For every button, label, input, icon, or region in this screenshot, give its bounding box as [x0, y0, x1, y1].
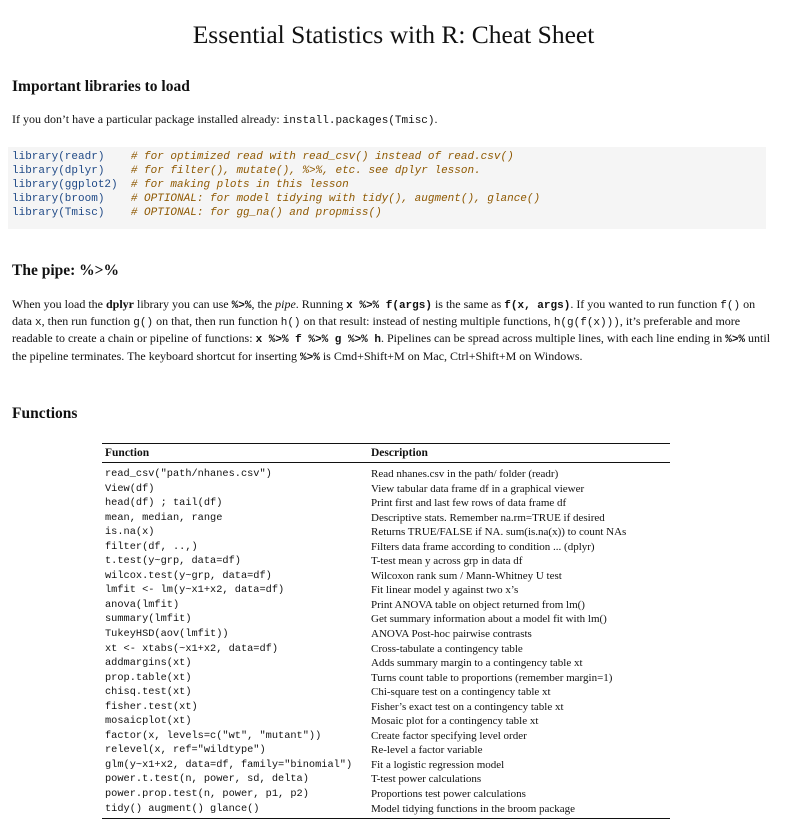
code-line [12, 193, 540, 206]
code-line [12, 207, 382, 220]
pipe-heading: The pipe: %>% [12, 262, 120, 279]
function-cell: summary(lmfit) [105, 613, 192, 626]
pipe-term: pipe [275, 297, 296, 311]
description-cell: Descriptive stats. Remember na.rm=TRUE if desired [371, 511, 605, 524]
code-inline: f(x, args) [504, 300, 571, 312]
description-cell: Re-level a factor variable [371, 744, 483, 757]
table-row [102, 642, 670, 657]
intro-end: . [434, 112, 438, 126]
table-row [102, 787, 670, 802]
function-cell: power.prop.test(n, power, p1, p2) [105, 788, 309, 801]
code-comment: # for making plots in this lesson [130, 179, 349, 191]
install-command: install.packages(Tmisc) [282, 115, 435, 127]
description-cell: Returns TRUE/FALSE if NA. sum(is.na(x)) to count NAs [371, 526, 627, 539]
description-cell: Filters data frame according to condition ... (dplyr) [371, 540, 595, 553]
table-row [102, 714, 670, 729]
libraries-heading: Important libraries to load [12, 78, 190, 95]
function-cell: filter(df, ..,) [105, 540, 198, 553]
code-inline: g() [133, 317, 154, 330]
function-cell: anova(lmfit) [105, 598, 180, 611]
function-cell: wilcox.test(y~grp, data=df) [105, 569, 272, 582]
table-row [102, 482, 670, 497]
table-row [102, 569, 670, 584]
text: . Pipelines can be spread across multiple lines, with each line ending in [380, 331, 726, 346]
table-row [102, 772, 670, 787]
pipe-paragraph [12, 297, 775, 366]
code-comment: # OPTIONAL: for gg_na() and propmiss() [130, 207, 382, 219]
description-cell: Adds summary margin to a contingency table xt [371, 657, 583, 670]
table-row [102, 802, 670, 819]
page-title: Essential Statistics with R: Cheat Sheet [192, 20, 595, 49]
table-row [102, 525, 670, 540]
function-cell: addmargins(xt) [105, 657, 192, 670]
dplyr-term: dplyr [105, 297, 134, 311]
code-library-call: library(ggplot2) [12, 179, 118, 191]
description-cell: Wilcoxon rank sum / Mann-Whitney U test [371, 569, 562, 582]
description-cell: Turns count table to proportions (remember margin=1) [371, 671, 613, 684]
code-line [12, 151, 514, 164]
description-cell: Chi-square test on a contingency table xt [371, 686, 551, 699]
code-comment: # for filter(), mutate(), %>%, etc. see dplyr lesson. [130, 165, 481, 177]
table-row [102, 554, 670, 569]
function-cell: mean, median, range [105, 511, 223, 524]
code-comment: # OPTIONAL: for model tidying with tidy(), augment(), glance() [130, 193, 541, 205]
description-cell: Mosaic plot for a contingency table xt [371, 715, 539, 728]
description-cell: Cross-tabulate a contingency table [371, 642, 523, 655]
function-cell: head(df) ; tail(df) [105, 497, 223, 510]
table-row [102, 583, 670, 598]
description-cell: T-test power calculations [371, 773, 482, 786]
description-cell: Fisher’s exact test on a contingency table xt [371, 700, 564, 713]
table-row [102, 685, 670, 700]
table-row [102, 627, 670, 642]
functions-heading: Functions [12, 405, 78, 422]
functions-table [102, 443, 670, 819]
text: When you load the [12, 297, 106, 311]
code-inline: %>% [300, 351, 320, 364]
description-cell: View tabular data frame df in a graphical viewer [371, 482, 585, 495]
text: until the pipeline terminates. The keyboard shortcut for inserting [12, 331, 771, 363]
code-inline: h() [280, 317, 301, 330]
code-inline: x %>% f(args) [346, 300, 432, 312]
code-inline: x [35, 317, 42, 330]
function-cell: glm(y~x1+x2, data=df, family="binomial") [105, 758, 353, 771]
column-header-function: Function [102, 444, 368, 463]
libraries-intro [12, 112, 775, 129]
description-cell: Fit linear model y against two x’s [371, 584, 519, 597]
function-cell: mosaicplot(xt) [105, 715, 192, 728]
text: on that result: instead of nesting multiple functions, [300, 314, 554, 329]
description-cell: Create factor specifying level order [371, 729, 527, 742]
function-cell: factor(x, levels=c("wt", "mutant")) [105, 729, 322, 742]
table-row [102, 511, 670, 526]
table-row [102, 758, 670, 773]
description-cell: T-test mean y across grp in data df [371, 555, 523, 568]
description-cell: ANOVA Post-hoc pairwise contrasts [371, 628, 532, 641]
description-cell: Model tidying functions in the broom package [368, 802, 670, 819]
description-cell: Print first and last few rows of data frame df [371, 497, 567, 510]
text: on that, then run function [153, 314, 281, 329]
code-library-call: library(readr) [12, 151, 118, 163]
code-line [12, 179, 349, 192]
code-inline: x %>% f %>% g %>% h [255, 334, 381, 347]
table-row [102, 463, 670, 482]
table-row [102, 671, 670, 686]
column-header-description: Description [368, 444, 670, 463]
function-cell: xt <- xtabs(~x1+x2, data=df) [105, 642, 279, 655]
text: . Running [295, 297, 347, 311]
code-comment: # for optimized read with read_csv() instead of read.csv() [130, 151, 514, 163]
function-cell: power.t.test(n, power, sd, delta) [105, 773, 309, 786]
code-inline: f() [720, 300, 741, 312]
code-library-call: library(Tmisc) [12, 207, 118, 219]
library-code-block [8, 147, 766, 229]
text: on data [12, 297, 756, 329]
code-library-call: library(dplyr) [12, 165, 118, 177]
table-row [102, 729, 670, 744]
text: , then run function [41, 314, 134, 329]
table-row [102, 743, 670, 758]
text: . If you wanted to run function [570, 297, 721, 311]
function-cell: t.test(y~grp, data=df) [105, 555, 241, 568]
text: , it’s preferable and more readable to create a chain or pipeline of functions: [12, 314, 741, 346]
code-inline: %>% [725, 334, 746, 347]
description-cell: Proportions test power calculations [371, 788, 526, 801]
text: library you can use [134, 297, 232, 311]
function-cell: tidy() augment() glance() [102, 802, 368, 819]
code-library-call: library(broom) [12, 193, 118, 205]
function-cell: View(df) [105, 482, 155, 495]
table-row [102, 700, 670, 715]
code-inline: h(g(f(x))) [553, 317, 620, 330]
text: , the [251, 297, 276, 311]
table-row [102, 598, 670, 613]
table-row [102, 612, 670, 627]
description-cell: Read nhanes.csv in the path/ folder (readr) [371, 468, 559, 480]
function-cell: is.na(x) [105, 526, 155, 539]
function-cell: prop.table(xt) [105, 671, 192, 684]
description-cell: Get summary information about a model fit with lm() [371, 613, 607, 626]
table-row [102, 540, 670, 555]
function-cell: TukeyHSD(aov(lmfit)) [105, 628, 229, 641]
function-cell: chisq.test(xt) [105, 686, 192, 699]
text: is Cmd+Shift+M on Mac, Ctrl+Shift+M on Windows. [319, 348, 583, 363]
function-cell: fisher.test(xt) [105, 700, 198, 713]
table-body [102, 463, 670, 819]
pipe-operator: %>% [231, 300, 252, 312]
table-header-row [102, 444, 670, 463]
function-cell: read_csv("path/nhanes.csv") [105, 468, 272, 480]
code-line [12, 165, 481, 178]
description-cell: Fit a logistic regression model [371, 758, 505, 771]
intro-text: If you don’t have a particular package installed already: [12, 112, 283, 126]
table-row [102, 496, 670, 511]
function-cell: lmfit <- lm(y~x1+x2, data=df) [105, 584, 285, 597]
table-row [102, 656, 670, 671]
function-cell: relevel(x, ref="wildtype") [105, 744, 266, 757]
description-cell: Print ANOVA table on object returned from lm() [371, 598, 585, 611]
text: is the same as [431, 297, 505, 311]
